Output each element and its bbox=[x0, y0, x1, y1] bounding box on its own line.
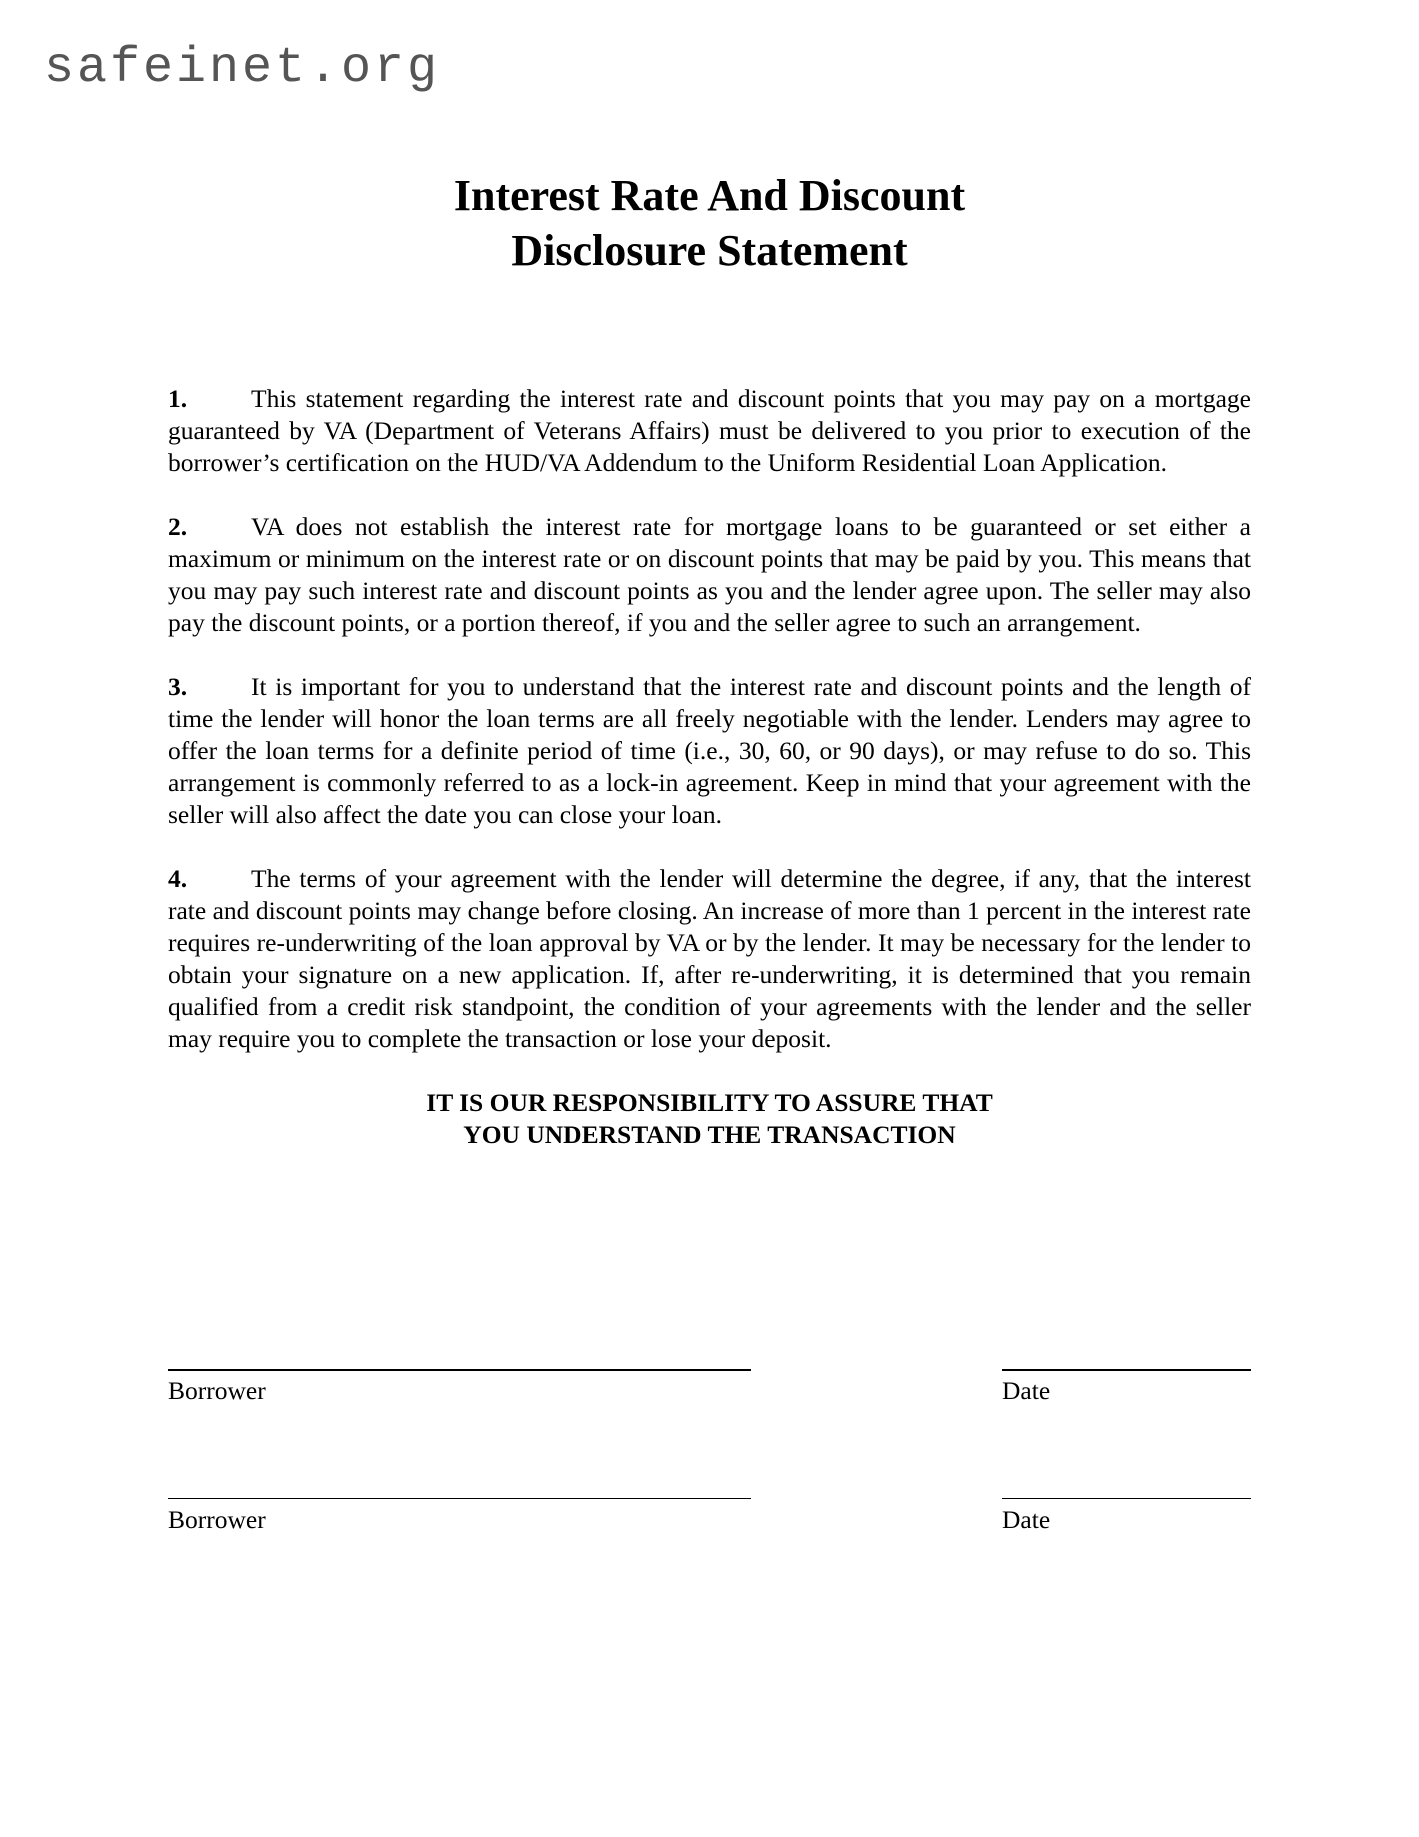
document-title bbox=[0, 168, 1419, 278]
notice-line-1: IT IS OUR RESPONSIBILITY TO ASSURE THAT bbox=[426, 1088, 993, 1117]
title-line-1: Interest Rate And Discount bbox=[453, 171, 966, 220]
notice-line-2: YOU UNDERSTAND THE TRANSACTION bbox=[463, 1120, 956, 1149]
borrower-label: Borrower bbox=[168, 1505, 266, 1534]
date-label: Date bbox=[1002, 1376, 1051, 1405]
borrower-signature-line[interactable] bbox=[168, 1369, 751, 1371]
date-signature-line[interactable] bbox=[1002, 1498, 1251, 1499]
date-signature-line[interactable] bbox=[1002, 1369, 1251, 1371]
responsibility-notice bbox=[168, 1087, 1251, 1151]
paragraph-text: It is important for you to understand that the interest rate and discount points and the length of time the lender will honor the loan terms are all freely negotiable with the lender. Lenders may agree to offer the loan terms for a definite period of time (i.e., 30, 60, or 90 days), or may refuse to do so. This arrangement is commonly referred to as a lock-in agreement. Keep in mind that your agreement with the seller will also affect the date you can close your loan. bbox=[168, 672, 1251, 829]
paragraph-1 bbox=[168, 383, 1251, 479]
date-label: Date bbox=[1002, 1505, 1051, 1534]
title-line-2: Disclosure Statement bbox=[511, 226, 908, 275]
paragraph-4 bbox=[168, 863, 1251, 1055]
borrower-signature-line[interactable] bbox=[168, 1498, 751, 1499]
paragraph-number: 1. bbox=[168, 384, 188, 413]
paragraph-text: This statement regarding the interest rate and discount points that you may pay on a mortgage guaranteed by VA (Department of Veterans Affairs) must be delivered to you prior to execution of the borrower’s certification on the HUD/VA Addendum to the Uniform Residential Loan Application. bbox=[168, 384, 1251, 477]
paragraph-2 bbox=[168, 511, 1251, 639]
paragraph-number: 2. bbox=[168, 512, 188, 541]
paragraph-3 bbox=[168, 671, 1251, 831]
paragraph-text: VA does not establish the interest rate for mortgage loans to be guaranteed or set either a maximum or minimum on the interest rate or on discount points that may be paid by you. This means that you may pay such interest rate and discount points as you and the lender agree upon. The seller may also pay the discount points, or a portion thereof, if you and the seller agree to such an arrangement. bbox=[168, 512, 1251, 637]
signature-row-1 bbox=[168, 1369, 1251, 1409]
watermark: safeinet.org bbox=[44, 40, 441, 97]
paragraph-text: The terms of your agreement with the lender will determine the degree, if any, that the interest rate and discount points may change before closing. An increase of more than 1 percent in the interest rate requires re-underwriting of the loan approval by VA or by the lender. It may be necessary for the lender to obtain your signature on a new application. If, after re-underwriting, it is determined that you remain qualified from a credit risk standpoint, the condition of your agreements with the lender and the seller may require you to complete the transaction or lose your deposit. bbox=[168, 864, 1251, 1053]
paragraph-number: 4. bbox=[168, 864, 188, 893]
document-body bbox=[168, 383, 1251, 1151]
borrower-label: Borrower bbox=[168, 1376, 266, 1405]
paragraph-number: 3. bbox=[168, 672, 188, 701]
signature-row-2 bbox=[168, 1498, 1251, 1538]
